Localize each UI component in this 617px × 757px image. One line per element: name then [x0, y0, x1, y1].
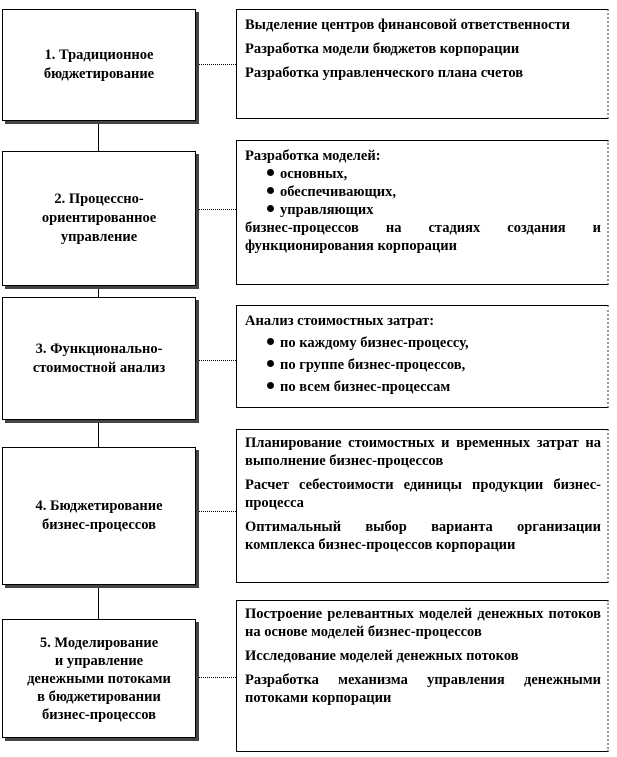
connector-stage-4-5 — [98, 585, 99, 619]
detail-line: Планирование стоимостных и временных затрат на выполнение бизнес-процессов — [245, 435, 601, 469]
stage-box-3 — [2, 297, 196, 420]
bullet-item — [245, 201, 601, 219]
connector-stage-4-detail — [196, 511, 236, 512]
bullet-item — [245, 334, 601, 352]
detail-box-3 — [236, 305, 609, 408]
detail-box-2 — [236, 140, 609, 285]
detail-line: Разработка управленческого плана счетов — [245, 65, 524, 81]
detail-line: Разработка механизма управления денежными потоками корпорации — [245, 672, 601, 706]
bullet-dot-icon — [267, 169, 274, 176]
connector-stage-3-4 — [98, 420, 99, 447]
bullet-text: по всем бизнес-процессам — [280, 379, 451, 395]
detail-line: бизнес-процессов на стадиях создания и функционирования корпорации — [245, 220, 601, 254]
detail-line: Построение релевантных моделей денежных потоков на основе моделей бизнес-процессов — [245, 606, 601, 640]
connector-stage-1-2 — [98, 121, 99, 151]
detail-line: Выделение центров финансовой ответственности — [245, 17, 571, 33]
stage-title-3: 3. Функционально- стоимостной анализ — [32, 340, 166, 376]
stage-box-5 — [2, 619, 196, 738]
detail-line: Оптимальный выбор варианта организации комплекса бизнес-процессов корпорации — [245, 519, 601, 553]
bullet-item — [245, 165, 601, 183]
bullet-dot-icon — [267, 360, 274, 367]
stage-title-2: 2. Процессно- ориентированное управление — [41, 191, 157, 245]
stage-title-4: 4. Бюджетирование бизнес-процессов — [35, 498, 163, 533]
bullet-dot-icon — [267, 338, 274, 345]
bullet-item — [245, 183, 601, 201]
stage-title-5: 5. Моделирование и управление денежными потоками в бюджетировании бизнес-процессов — [27, 634, 171, 723]
detail-line: Расчет себестоимости единицы продукции бизнес-процесса — [245, 477, 601, 511]
detail-line: Разработка модели бюджетов корпорации — [245, 41, 520, 57]
bullet-item — [245, 378, 601, 396]
bullet-dot-icon — [267, 187, 274, 194]
bullet-text: по группе бизнес-процессов, — [280, 357, 466, 373]
bullet-dot-icon — [267, 205, 274, 212]
detail-line: Разработка моделей: — [245, 148, 381, 164]
connector-stage-2-3 — [98, 286, 99, 297]
bullet-text: обеспечивающих, — [280, 184, 396, 200]
connector-stage-2-detail — [196, 209, 236, 210]
connector-stage-3-detail — [196, 360, 236, 361]
connector-stage-5-detail — [196, 677, 236, 678]
detail-box-4 — [236, 429, 609, 583]
connector-stage-1-detail — [196, 64, 236, 65]
detail-box-5 — [236, 600, 609, 752]
detail-line: Анализ стоимостных затрат: — [245, 313, 435, 329]
stage-title-1: 1. Традиционное бюджетирование — [43, 47, 155, 82]
stage-box-1 — [2, 9, 196, 121]
stage-box-2 — [2, 151, 196, 286]
bullet-text: основных, — [280, 166, 348, 182]
detail-line: Исследование моделей денежных потоков — [245, 648, 519, 664]
detail-box-1 — [236, 9, 609, 119]
bullet-text: управляющих — [280, 202, 374, 218]
bullet-dot-icon — [267, 382, 274, 389]
stage-box-4 — [2, 447, 196, 585]
bullet-text: по каждому бизнес-процессу, — [280, 335, 469, 351]
bullet-item — [245, 356, 601, 374]
